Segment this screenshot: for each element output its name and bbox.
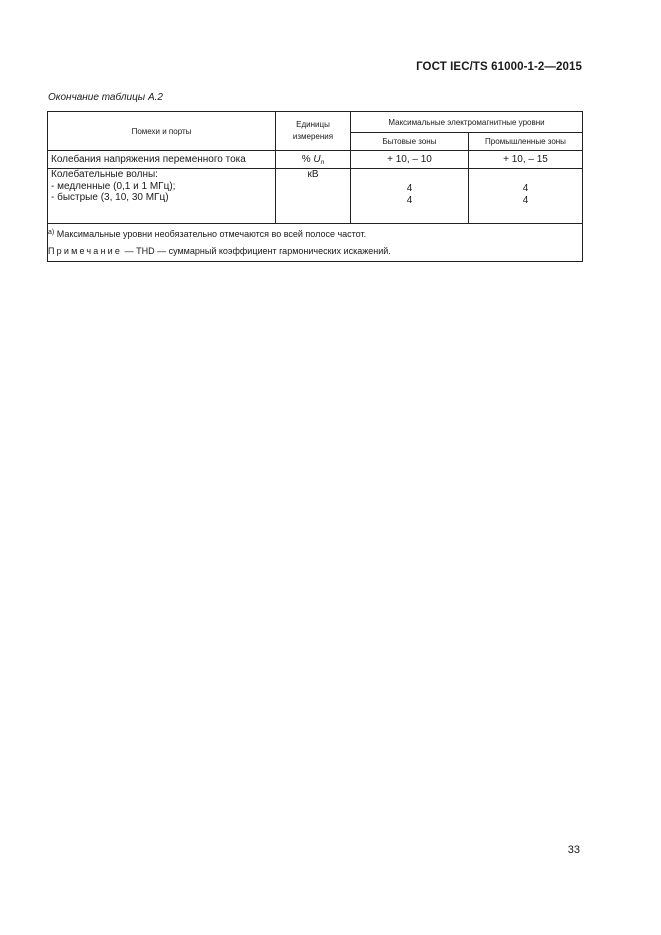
table-notes-row [48, 224, 583, 262]
unit-symbol: U [313, 153, 321, 165]
table-row [48, 151, 583, 169]
header-units: Единицы измерения [276, 112, 351, 151]
note-label: Примечание [48, 246, 123, 256]
header-disturbances: Помехи и порты [48, 112, 276, 151]
note [48, 243, 582, 260]
row-value-industrial: + 10, – 15 [469, 151, 583, 169]
value-slow: 4 [406, 183, 413, 194]
table-header-row [48, 112, 583, 133]
page-number: 33 [567, 844, 580, 856]
row-value-residential: + 10, – 10 [351, 151, 469, 169]
header-industrial-zones: Промышленные зоны [469, 133, 583, 151]
levels-table [47, 111, 583, 262]
row-unit-voltage [276, 151, 351, 169]
header-residential-zones: Бытовые зоны [351, 133, 469, 151]
row-label-voltage-fluctuations: Колебания напряжения переменного тока [48, 151, 276, 169]
table-caption: Окончание таблицы А.2 [48, 92, 163, 103]
unit-subscript: n [320, 158, 325, 166]
row-values-residential [351, 169, 469, 224]
table-row [48, 169, 583, 224]
value-slow: 4 [522, 183, 529, 194]
row-label-oscillatory-waves [48, 169, 276, 224]
table-notes [48, 224, 583, 262]
label-line: - быстрые (3, 10, 30 МГц) [51, 192, 169, 203]
value-fast: 4 [522, 194, 529, 206]
footnote-marker: a) [48, 229, 55, 236]
label-line: Колебательные волны: [51, 169, 158, 180]
label-line: - медленные (0,1 и 1 МГц); [51, 180, 176, 192]
row-values-industrial [469, 169, 583, 224]
note-text: — THD — суммарный коэффициент гармонических искажений. [122, 246, 391, 256]
footnote [48, 224, 582, 243]
footnote-text: Максимальные уровни необязательно отмечаются во всей полосе частот. [54, 229, 367, 239]
unit-prefix: % [301, 153, 314, 165]
value-fast: 4 [406, 194, 413, 206]
header-max-levels: Максимальные электромагнитные уровни [351, 112, 583, 133]
row-unit-kv: кВ [276, 169, 351, 224]
document-header: ГОСТ IEC/TS 61000-1-2—2015 [416, 61, 582, 73]
